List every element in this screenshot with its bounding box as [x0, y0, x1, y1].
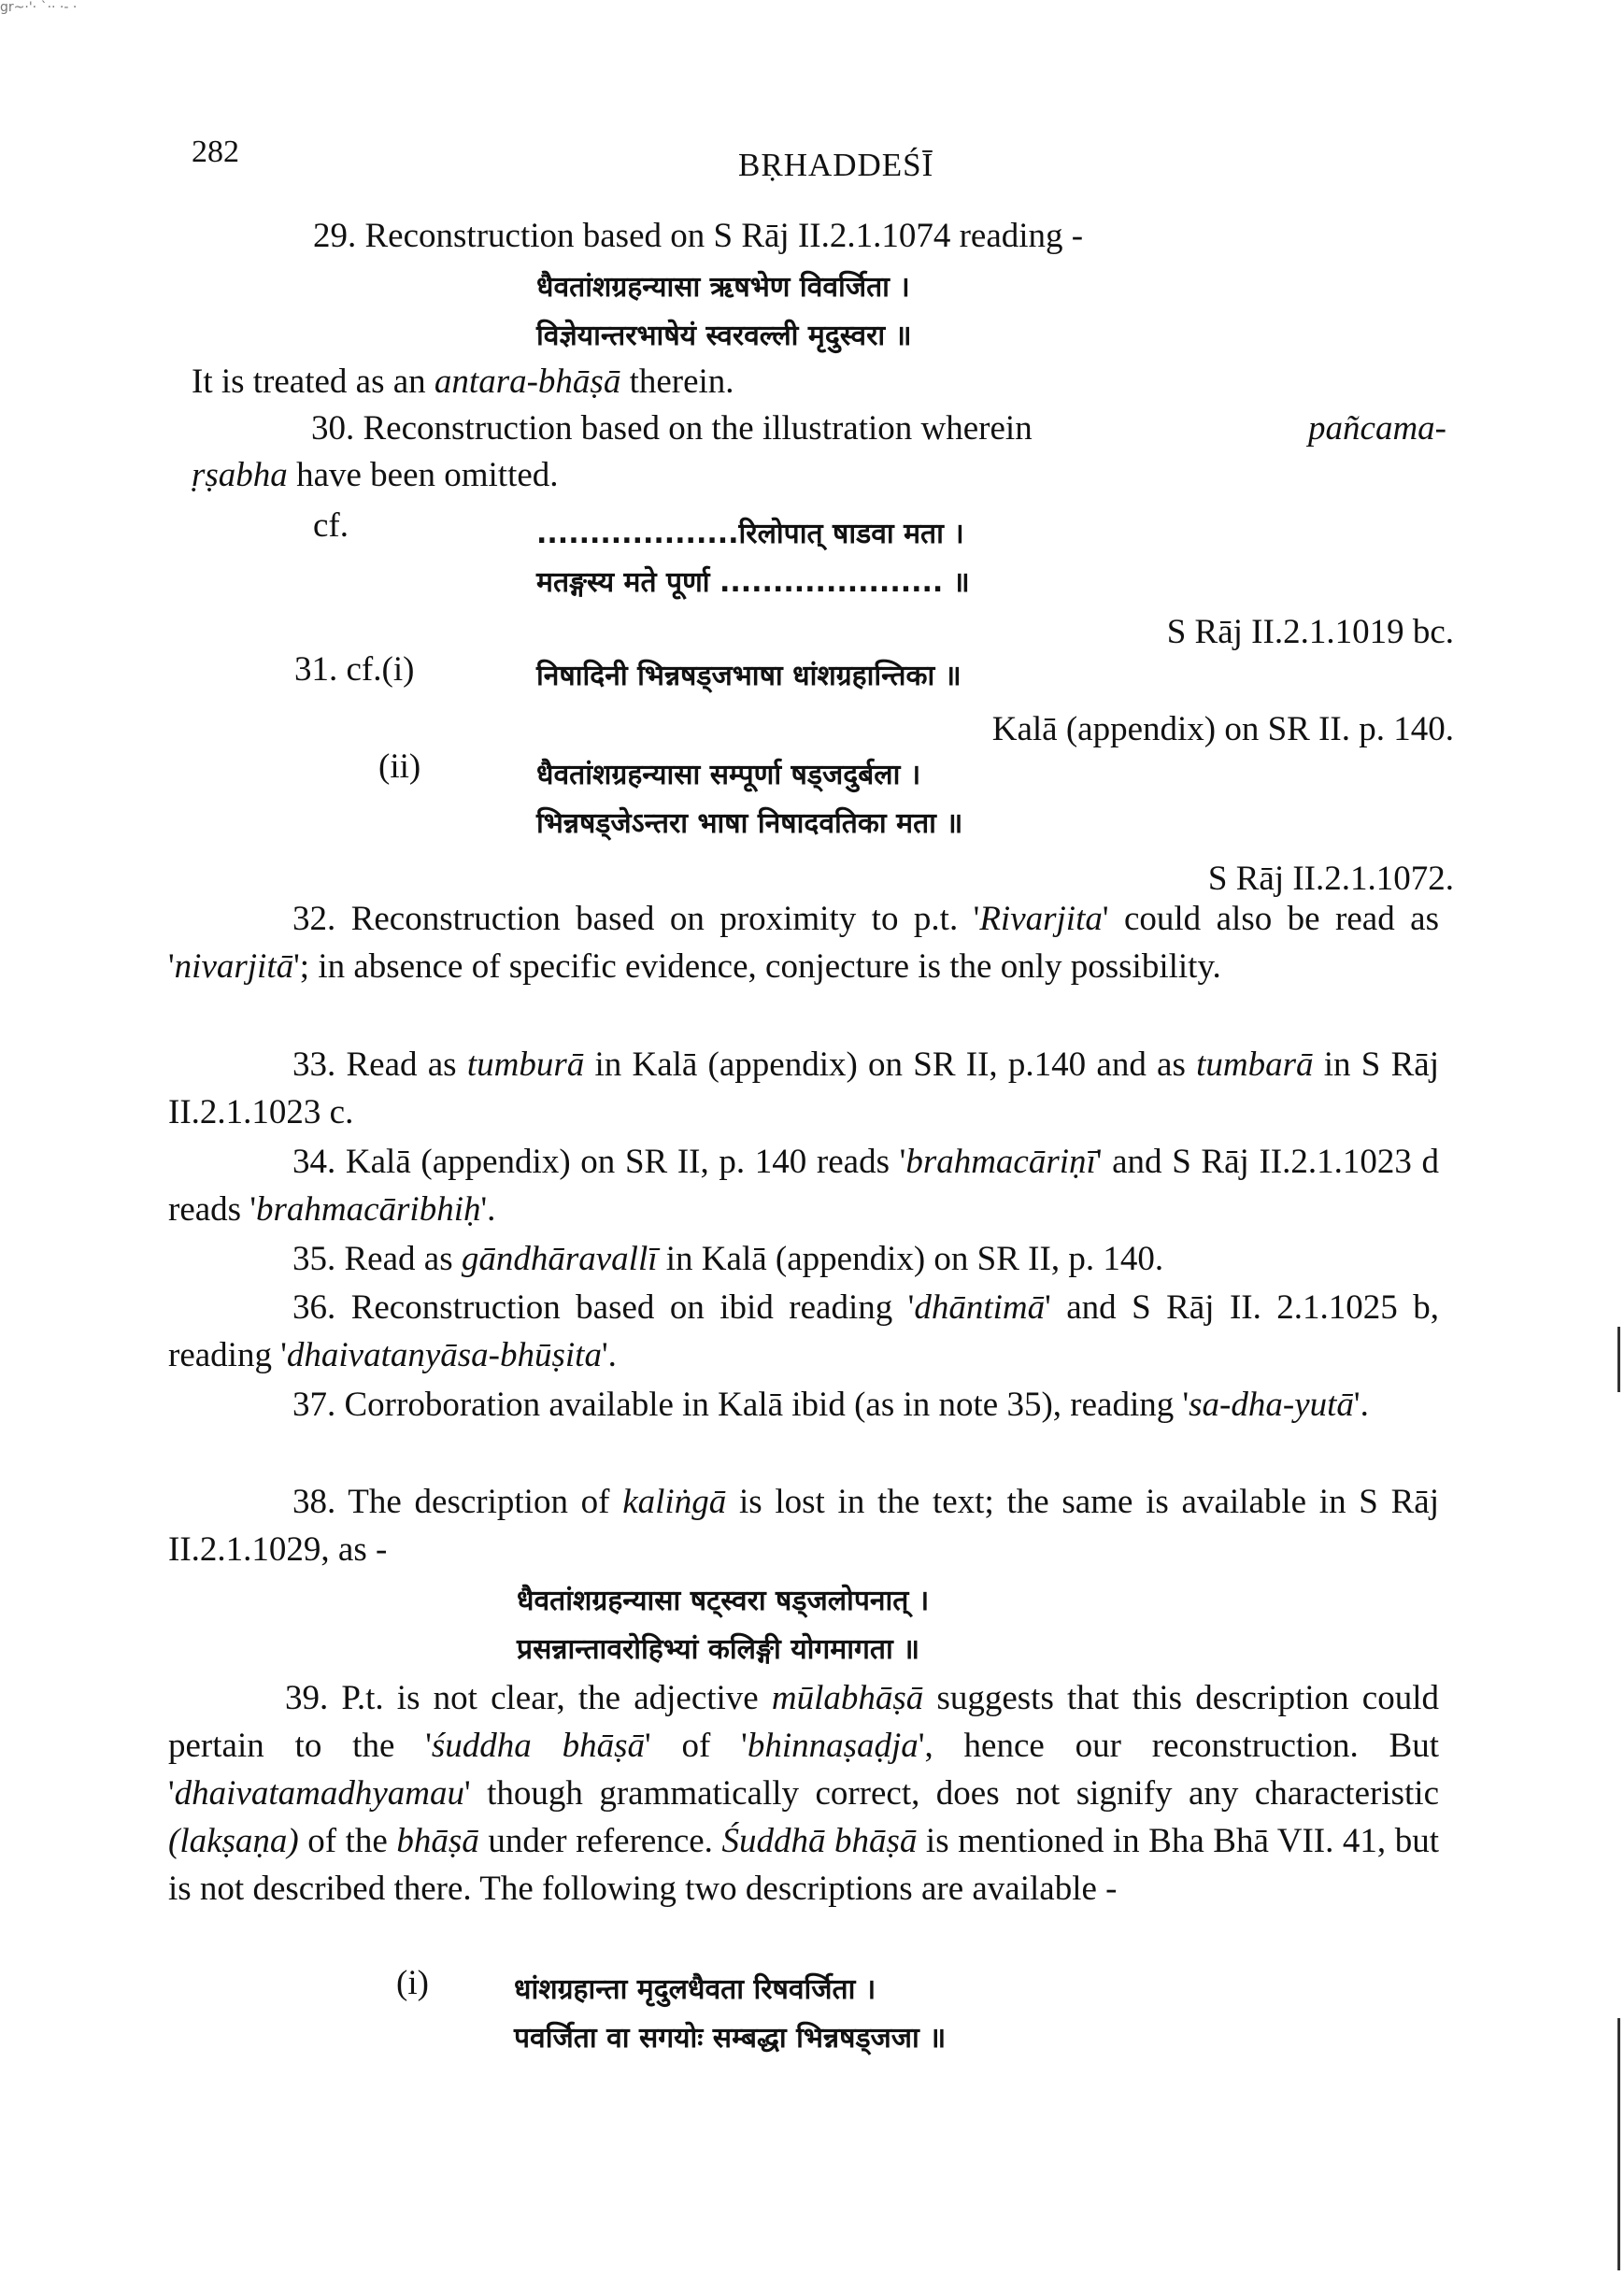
- note-37: 37. Corroboration available in Kalā ibid (as in note 35), reading 'sa-dha-yutā'.: [292, 1386, 1369, 1424]
- note-31-sanskrit-ii-line-1: धैवतांशग्रहन्यासा सम्पूर्णा षड्जदुर्बला ।: [536, 759, 921, 791]
- note-31-sanskrit-ii-line-2: भिन्नषड्जेऽन्तरा भाषा निषादवतिका मता ॥: [536, 807, 963, 840]
- note-30-reference: S Rāj II.2.1.1019 bc.: [1166, 613, 1454, 651]
- note-30-sanskrit-line-1: ...................रिलोपात् षाडवा मता ।: [536, 518, 964, 550]
- scan-edge-mark: [1617, 1327, 1620, 1392]
- note-34: 34. Kalā (appendix) on SR II, p. 140 reads 'brahmacāriṇī' and S Rāj II.2.1.1023 d reads 'brahmacāribhiḥ'.: [168, 1143, 1439, 1229]
- note-30-line-1: 30. Reconstruction based on the illustration wherein pañcama-: [311, 409, 1446, 448]
- note-33: 33. Read as tumburā in Kalā (appendix) on SR II, p.140 and as tumbarā in S Rāj II.2.1.1023 c.: [168, 1046, 1439, 1131]
- note-35: 35. Read as gāndhāravallī in Kalā (appendix) on SR II, p. 140.: [292, 1240, 1164, 1278]
- note-31-label-i: 31. cf.(i): [294, 650, 415, 689]
- scan-noise: gr~·'· `·· ·- ·: [0, 0, 78, 15]
- note-38-sanskrit-line-1: धैवतांशग्रहन्यासा षट्स्वरा षड्जलोपनात् ।: [517, 1585, 930, 1617]
- note-29-sanskrit-line-2: विज्ञेयान्तरभाषेयं स्वरवल्ली मृदुस्वरा ॥: [536, 320, 912, 352]
- note-31-reference-ii: S Rāj II.2.1.1072.: [1207, 860, 1454, 898]
- note-32: 32. Reconstruction based on proximity to p.t. 'Rivarjita' could also be read as 'nivarjitā'; in absence of specific evidence, conjecture is the only possibility.: [168, 900, 1439, 986]
- note-29-sanskrit-line-1: धैवतांशग्रहन्यासा ऋषभेण विवर्जिता ।: [536, 271, 910, 304]
- note-38-sanskrit-line-2: प्रसन्नान्तावरोहिभ्यां कलिङ्गी योगमागता ॥: [517, 1633, 920, 1666]
- note-39-label-i: (i): [396, 1964, 429, 2002]
- scan-edge-mark: [1617, 2018, 1620, 2270]
- note-31-label-ii: (ii): [378, 747, 421, 786]
- note-29-remark: It is treated as an antara-bhāṣā therein.: [192, 363, 734, 401]
- note-36: 36. Reconstruction based on ibid reading 'dhāntimā' and S Rāj II. 2.1.1025 b, reading 'dhaivatanyāsa-bhūṣita'.: [168, 1288, 1439, 1374]
- note-30-cf: cf.: [313, 506, 349, 545]
- note-30-sanskrit-line-2: मतङ्गस्य मते पूर्णा ..................... ॥: [536, 566, 970, 599]
- note-31-sanskrit-i: निषादिनी भिन्नषड्जभाषा धांशग्रहान्तिका ॥: [536, 660, 962, 692]
- note-39-sanskrit-line-2: पवर्जिता वा सगयोः सम्बद्धा भिन्नषड्जजा ॥: [514, 2022, 947, 2055]
- note-38: 38. The description of kaliṅgā is lost in the text; the same is available in S Rāj II.2.1.1029, as -: [168, 1483, 1439, 1569]
- page-number: 282: [192, 135, 239, 169]
- running-title: BṚHADDEŚĪ: [738, 147, 934, 183]
- note-39-sanskrit-line-1: धांशग्रहान्ता मृदुलधैवता रिषवर्जिता ।: [514, 1973, 876, 2006]
- note-31-reference-i: Kalā (appendix) on SR II. p. 140.: [991, 710, 1454, 748]
- note-29-heading: 29. Reconstruction based on S Rāj II.2.1.1074 reading -: [313, 217, 1084, 255]
- note-39: 39. P.t. is not clear, the adjective mūlabhāṣā suggests that this description could pertain to the 'śuddha bhāṣā' of 'bhinnaṣaḍja', hence our reconstruction. But 'dhaivatamadhyamau' though grammatically correct, does not signify any characteristic (lakṣaṇa) of the bhāṣā under reference. Śuddhā bhāṣā is mentioned in Bha Bhā VII. 41, but is not described there. The following two descriptions are available -: [168, 1679, 1439, 1908]
- note-30-line-2: ṛṣabha have been omitted.: [192, 456, 559, 494]
